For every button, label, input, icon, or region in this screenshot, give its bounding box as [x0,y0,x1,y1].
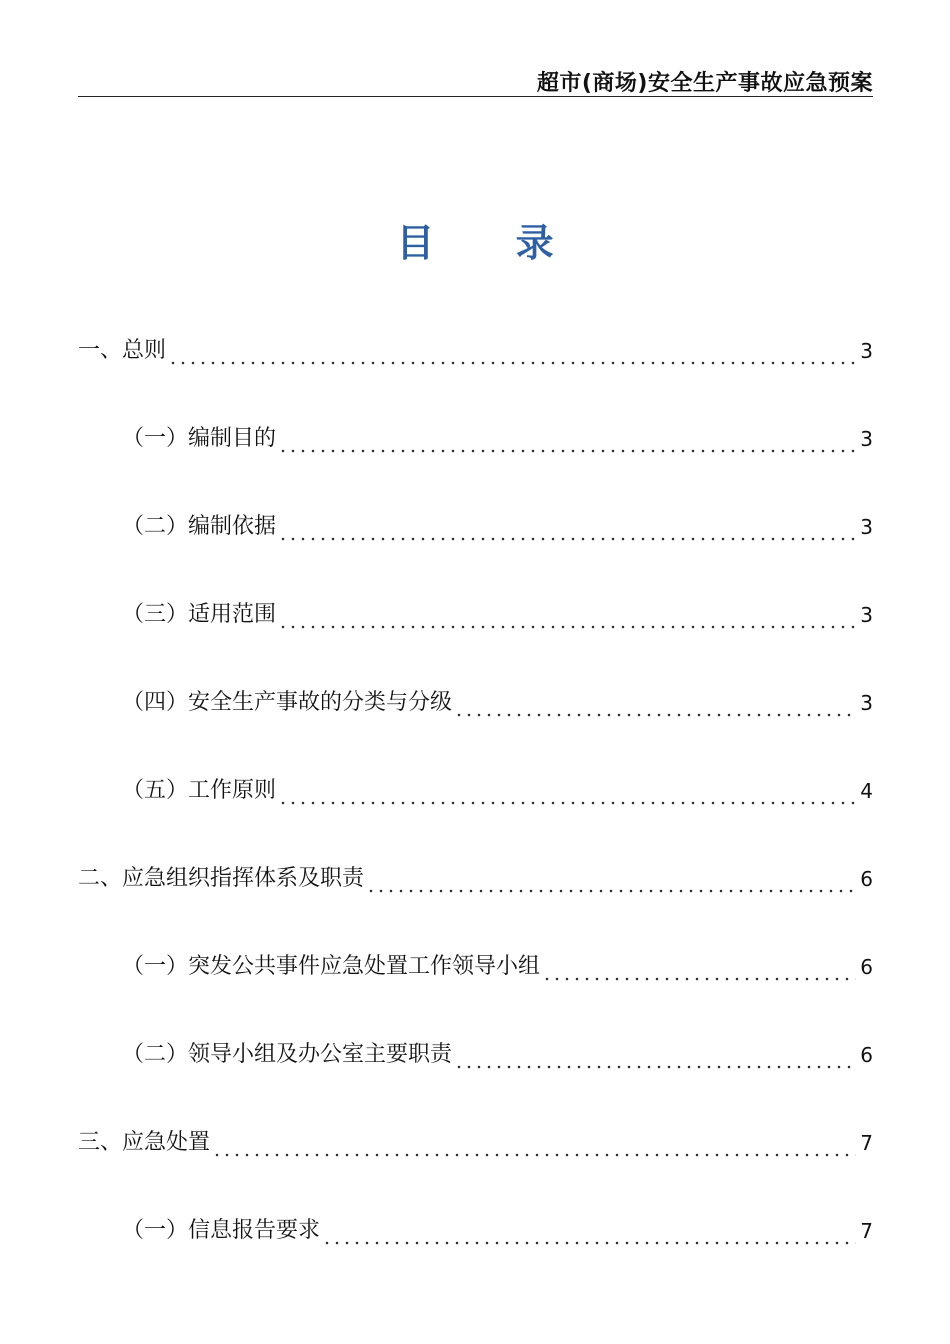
toc-entry[interactable] [122,596,873,630]
toc-entry-text: （二）领导小组及办公室主要职责 [122,1042,453,1067]
toc-entry[interactable] [122,420,873,454]
toc-entry[interactable] [78,1124,873,1158]
toc-entry[interactable] [122,684,873,718]
toc-entry-text: （一）编制目的 [122,426,277,451]
toc-entry[interactable] [78,860,873,894]
toc-entry-text: （二）编制依据 [122,514,277,539]
toc-dot-leader [168,336,856,366]
toc-entry[interactable] [122,1212,873,1246]
toc-entry-text: 二、应急组织指挥体系及职责 [78,866,365,891]
toc-dot-leader [454,688,856,718]
toc-entry[interactable] [122,508,873,542]
toc-page-number: 6 [860,1043,873,1067]
page-title: 目 录 [396,221,588,265]
toc-dot-leader [366,864,856,894]
toc-entry[interactable] [122,772,873,806]
toc-dot-leader [322,1216,856,1246]
toc-page-number: 3 [860,691,873,715]
toc-page-number: 7 [860,1131,873,1155]
toc-entry-text: （一）突发公共事件应急处置工作领导小组 [122,954,541,979]
toc-dot-leader [212,1128,856,1158]
page-header [78,62,873,97]
toc-entry-text: 三、应急处置 [78,1130,211,1155]
toc-dot-leader [278,776,856,806]
toc-entry-text: （五）工作原则 [122,778,277,803]
toc-page-number: 3 [860,515,873,539]
toc-entry-text: （一）信息报告要求 [122,1218,321,1243]
toc-entry-text: （三）适用范围 [122,602,277,627]
toc-page-number: 7 [860,1219,873,1243]
toc-page-number: 3 [860,603,873,627]
toc-entry[interactable] [122,948,873,982]
toc-page-number: 3 [860,339,873,363]
toc-dot-leader [278,424,856,454]
toc-dot-leader [278,512,856,542]
toc-dot-leader [454,1040,856,1070]
toc-entry-text: 一、总则 [78,338,167,363]
toc-entry[interactable] [122,1036,873,1070]
document-title: 超市(商场)安全生产事故应急预案 [536,71,873,96]
toc-dot-leader [278,600,856,630]
toc-page-number: 6 [860,867,873,891]
toc-page-number: 6 [860,955,873,979]
toc-entry[interactable] [78,332,873,366]
toc-dot-leader [542,952,856,982]
toc-page-number: 4 [860,779,873,803]
toc-page-number: 3 [860,427,873,451]
toc-entry-text: （四）安全生产事故的分类与分级 [122,690,453,715]
